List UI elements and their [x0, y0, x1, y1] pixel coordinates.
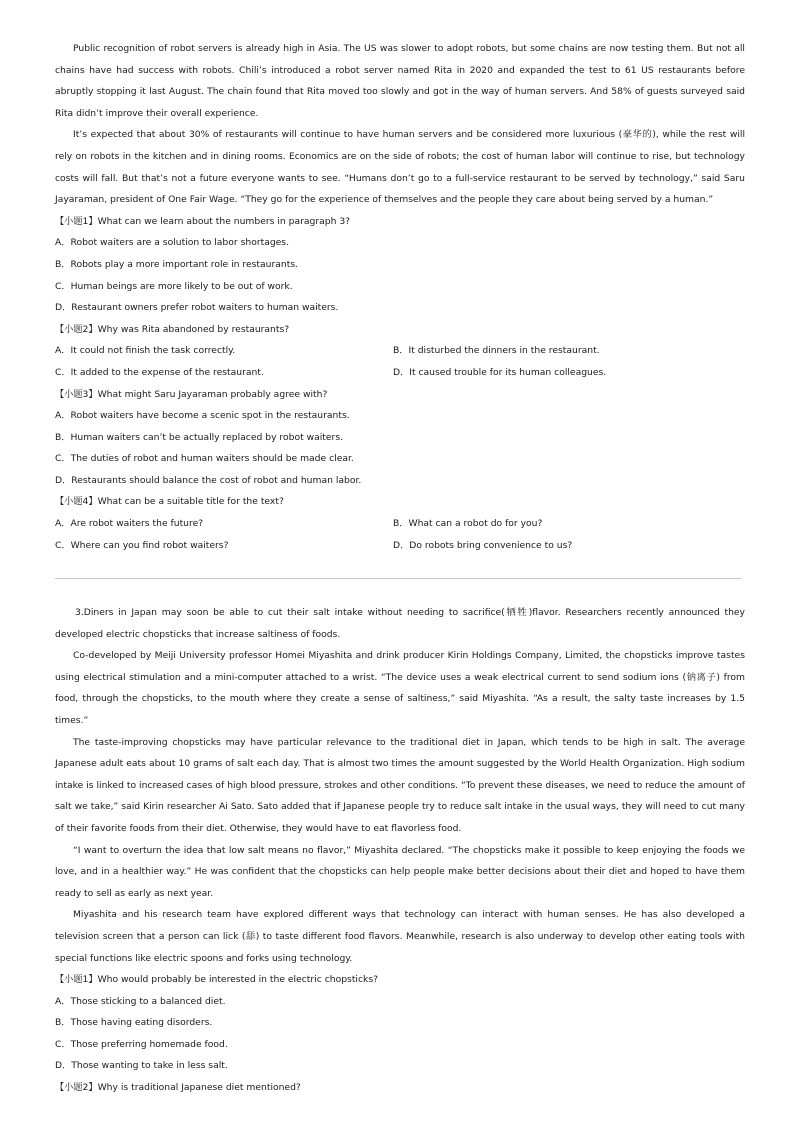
question-1-3-option-b[interactable]: B．Human waiters can’t be actually replaced by robot waiters.	[55, 431, 344, 443]
question-1-2-prompt: 【小题2】Why was Rita abandoned by restaurants?	[55, 323, 290, 335]
section-divider	[55, 578, 741, 579]
question-1-4-options-row-1	[55, 513, 745, 535]
passage-2	[55, 602, 745, 1099]
passage-2-paragraph-1: 3.Diners in Japan may soon be able to cut their salt intake without needing to sacrifice(牺牲)flavor. Researchers recently announced they developed electric chopsticks that increase saltiness of foods.	[55, 607, 745, 640]
question-1-1-option-b[interactable]: B．Robots play a more important role in restaurants.	[55, 258, 299, 270]
passage-2-paragraph-3: The taste-improving chopsticks may have particular relevance to the traditional diet in Japan, which tends to be high in salt. The average Japanese adult eats about 10 grams of salt each day. That is almost two times the amount suggested by the World Health Organization. High sodium intake is linked to increased cases of high blood pressure, strokes and other conditions. “To prevent these diseases, we need to reduce the amount of salt we take,” said Kirin researcher Ai Sato. Sato added that if Japanese people try to reduce salt intake in the usual ways, they will need to cut many of their favorite foods from their diet. Otherwise, they would have to eat flavorless food.	[55, 736, 745, 834]
question-1-1-option-a[interactable]: A．Robot waiters are a solution to labor shortages.	[55, 237, 290, 249]
passage-1-paragraph-2: It’s expected that about 30% of restaurants will continue to have human servers and be considered more luxurious (豪华的), while the rest will rely on robots in the kitchen and in dining rooms. Economics are on the side of robots; the cost of human labor will continue to rise, but technology costs will fall. But that’s not a future everyone wants to see. “Humans don’t go to a full-service restaurant to be served by technology,” said Saru Jayaraman, president of One Fair Wage. “They go for the experience of themselves and the people they care about being served by a human.”	[55, 129, 745, 206]
question-2-1-option-d[interactable]: D．Those wanting to take in less salt.	[55, 1060, 228, 1072]
question-1-1-option-d[interactable]: D．Restaurant owners prefer robot waiters to human waiters.	[55, 302, 339, 314]
question-1-2-options-row-2	[55, 362, 745, 384]
question-1-3-option-d[interactable]: D．Restaurants should balance the cost of robot and human labor.	[55, 474, 362, 486]
question-1-4-option-d[interactable]: D．Do robots bring convenience to us?	[393, 539, 573, 551]
question-1-1-prompt: 【小题1】What can we learn about the numbers in paragraph 3?	[55, 215, 351, 227]
question-1-2-option-d[interactable]: D．It caused trouble for its human colleagues.	[393, 366, 607, 378]
question-1-1-option-c[interactable]: C．Human beings are more likely to be out of work.	[55, 280, 293, 292]
question-1-3-option-a[interactable]: A．Robot waiters have become a scenic spot in the restaurants.	[55, 410, 350, 422]
question-2-1-prompt: 【小题1】Who would probably be interested in the electric chopsticks?	[55, 974, 379, 986]
question-1-4-option-a[interactable]: A．Are robot waiters the future?	[55, 518, 204, 530]
question-1-3-option-c[interactable]: C．The duties of robot and human waiters should be made clear.	[55, 453, 354, 465]
question-1-2-option-b[interactable]: B．It disturbed the dinners in the restaurant.	[393, 345, 600, 357]
passage-2-paragraph-2: Co-developed by Meiji University professor Homei Miyashita and drink producer Kirin Holdings Company, Limited, the chopsticks improve tastes using electrical stimulation and a mini-computer attached to a wrist. “The device uses a weak electrical current to send sodium ions (钠离子) from food, through the chopsticks, to the mouth where they create a sense of saltiness,” said Miyashita. “As a result, the salty taste increases by 1.5 times.”	[55, 650, 745, 726]
question-1-2-options-row-1	[55, 340, 745, 362]
question-1-4-option-c[interactable]: C．Where can you find robot waiters?	[55, 539, 229, 551]
passage-1-paragraph-1: Public recognition of robot servers is already high in Asia. The US was slower to adopt robots, but some chains are now testing them. But not all chains have had success with robots. Chili’s introduced a robot server named Rita in 2020 and expanded the test to 61 US restaurants before abruptly stopping it last August. The chain found that Rita moved too slowly and got in the way of human servers. And 58% of guests surveyed said Rita didn’t improve their overall experience.	[55, 43, 745, 119]
passage-2-paragraph-4: “I want to overturn the idea that low salt means no flavor,” Miyashita declared. “The chopsticks make it possible to keep enjoying the foods we love, and in a healthier way.” He was confident that the chopsticks can help people make better decisions about their diet and hoped to have them ready to sell as early as next year.	[55, 844, 745, 899]
question-2-1-option-c[interactable]: C．Those preferring homemade food.	[55, 1038, 228, 1050]
question-1-2-option-a[interactable]: A．It could not finish the task correctly.	[55, 345, 236, 357]
passage-2-paragraph-5: Miyashita and his research team have explored different ways that technology can interact with human senses. He has also developed a television screen that a person can lick (舔) to taste different food flavors. Meanwhile, research is also underway to develop other eating tools with special functions like electric spoons and forks using technology.	[55, 909, 745, 964]
question-1-4-options-row-2	[55, 535, 745, 557]
question-1-3-prompt: 【小题3】What might Saru Jayaraman probably agree with?	[55, 388, 328, 400]
question-1-4-prompt: 【小题4】What can be a suitable title for the text?	[55, 496, 284, 508]
question-1-4-option-b[interactable]: B．What can a robot do for you?	[393, 518, 543, 530]
question-2-2-prompt: 【小题2】Why is traditional Japanese diet mentioned?	[55, 1082, 301, 1094]
question-1-2-option-c[interactable]: C．It added to the expense of the restaurant.	[55, 366, 264, 378]
passage-1	[55, 38, 745, 556]
question-2-1-option-b[interactable]: B．Those having eating disorders.	[55, 1017, 213, 1029]
question-2-1-option-a[interactable]: A．Those sticking to a balanced diet.	[55, 995, 226, 1007]
